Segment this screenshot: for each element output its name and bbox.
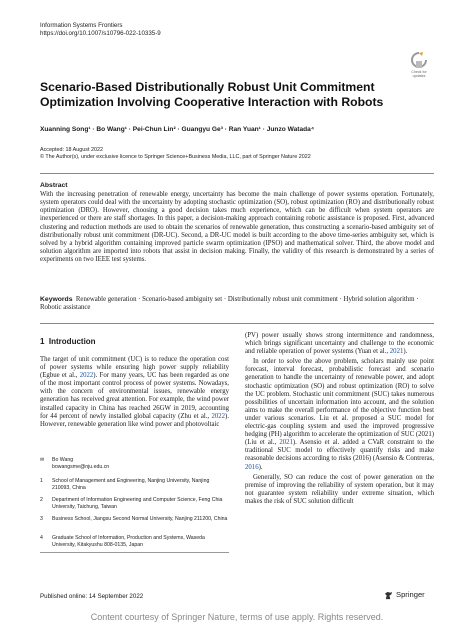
affiliation-key: 1 (40, 478, 43, 484)
keywords-text: Renewable generation · Scenario-based ambiguity set · Distributionally robust unit commitment · Hybrid solution algorithm · Robotic assistance (40, 296, 419, 312)
section-heading (40, 337, 96, 346)
corr-block (52, 457, 229, 470)
accepted-date: Accepted: 18 August 2022 (40, 147, 103, 153)
envelope-icon: ✉ (40, 457, 45, 463)
journal-header (40, 22, 161, 38)
citation-link[interactable]: 2021 (279, 439, 293, 447)
section-number: 1 (40, 337, 45, 346)
text-run: ). (258, 463, 263, 471)
affiliation-text: School of Management and Engineering, Nanjing University, Nanjing 210093, China (52, 478, 210, 491)
text-run: ). (403, 348, 408, 356)
publisher-name: Springer (396, 590, 425, 599)
springer-horse-icon (384, 591, 393, 600)
check-badge-line2: updates (412, 74, 426, 79)
intro-paragraph-2 (245, 358, 434, 471)
citation-link[interactable]: 2022 (211, 412, 226, 420)
check-for-updates-badge[interactable] (404, 52, 434, 78)
abstract-heading: Abstract (40, 182, 68, 189)
keywords-label: Keywords (40, 296, 73, 303)
divider-keywords (40, 323, 434, 324)
article-title (40, 80, 440, 110)
citation-link[interactable]: 2016 (245, 463, 259, 471)
abstract-text: With the increasing penetration of renewable energy, uncertainty has become the main challenge of power systems operation. Fortunately, system operators could deal with the uncertainty by adopting stochastic optimization (SO), robust optimization (RO) and distributionally robust optimization (DRO). However, choosing a good decision takes much experience, which can be difficult when system operators are inexperienced or there are staff shortages. In this paper, a decision-making approach containing robotic assistance is proposed. First, advanced clustering and reduction methods are used to obtain the scenarios of renewable generation, thus constructing a scenario-based ambiguity set of distributionally robust unit commitment (DR-UC). Second, a DR-UC model is built according to the above time-series ambiguity set, which is solved by a hybrid algorithm containing improved particle swarm optimization (IPSO) and mathematical solver. Third, the above model and solution algorithm are imported into robots that assist in decision making. Finally, the validity of this research is demonstrated by a series of experiments on two IEEE test systems. (40, 191, 434, 264)
right-column (245, 332, 434, 506)
text-run: The target of unit commitment (UC) is to reduce the operation cost of power systems while ensuring high power supply reliability (Egbue et al., (40, 356, 229, 380)
published-date: Published online: 14 September 2022 (40, 593, 144, 600)
intro-paragraph-3: Generally, SO can reduce the cost of power generation on the premise of improving the reliability of system operation, but it may not guarantee system reliability under extreme situation, which makes the risk of SUC solution difficult (245, 473, 434, 505)
article-dates (40, 147, 311, 161)
text-run: In order to solve the above problem, scholars mainly use point forecast, interval forecast, probabilistic forecast and scenario generation to handle the uncertainty of renewable power, and adopt stochastic optimization (SO) and robust optimization (RO) to solve the UC problem. Stochastic unit commitment (SUC) takes numerous possibilities of uncertain information into account, and the solution aims to make the overall performance of the objective function best under various scenarios. Liu et al. proposed a SUC model for electric-gas coupling system and used the improved progressive hedging (PH) algorithm to accelerate the optimization of SUC (2021) (Liu et al., (245, 358, 434, 447)
divider-top (40, 173, 434, 174)
check-badge-line1: Check for (411, 70, 427, 74)
text-run: ). However, renewable generation like wind power and photovoltaic (40, 412, 229, 428)
intro-paragraph-1 (40, 356, 229, 429)
footnote-divider (40, 552, 229, 553)
citation-link[interactable]: 2022 (79, 372, 94, 380)
journal-name: Information Systems Frontiers (40, 22, 123, 29)
title-line-2: Optimization Involving Cooperative Interaction with Robots (40, 95, 384, 109)
courtesy-footer: Content courtesy of Springer Nature, terms of use apply. Rights reserved. (90, 612, 384, 622)
check-for-updates-icon (411, 52, 427, 69)
citation-link[interactable]: 2021 (389, 348, 404, 356)
affiliation-text: Department of Information Engineering and Computer Science, Feng Chia University, Taichung, Taiwan (52, 497, 223, 510)
affiliation-text: Graduate School of Information, Production and Systems, Waseda University, Kitakyushu 808-0135, Japan (52, 535, 205, 548)
corr-email[interactable]: bowangsme@nju.edu.cn (52, 463, 110, 470)
affiliation-key: 3 (40, 516, 43, 522)
affiliation-key: 2 (40, 497, 43, 503)
text-run: (PV) power usually shows strong intermittence and randomness, which brings significant uncertainty and challenge to the economic and reliable operation of power systems (Yuan et al., (245, 332, 434, 356)
copyright-notice: © The Author(s), under exclusive licence to Springer Science+Business Media, LLC, part of Springer Nature 2022 (40, 154, 311, 160)
keywords (40, 296, 434, 312)
affiliation-key: 4 (40, 535, 43, 541)
text-run: ). Asensio et al. added a CVaR constraint to the traditional SUC model to effectively quantify risks and make reasonable decisions according to risks (2016) (Asensio & Contreras, (245, 439, 435, 463)
springer-logo (384, 590, 425, 600)
section-title: Introduction (48, 337, 96, 346)
intro-paragraph-continued (245, 332, 434, 356)
left-column (40, 356, 229, 429)
corr-name: Bo Wang (52, 457, 74, 463)
doi-link[interactable]: https://doi.org/10.1007/s10796-022-10335-9 (40, 30, 161, 37)
title-line-1: Scenario-Based Distributionally Robust Unit Commitment (40, 80, 375, 94)
affiliation-text: Business School, Jiangsu Second Normal University, Nanjing 211200, China (52, 516, 228, 522)
author-list: Xuanning Song¹ · Bo Wang¹ · Pei-Chun Lin² · Guangyu Ge³ · Ran Yuan¹ · Junzo Watada⁴ (40, 126, 315, 133)
text-run: ). For many years, UC has been regarded as one of the most important control process of power systems. Nowadays, with the concern of environmental issues, renewable energy generation has received great attention. For example, the wind power installed capacity in China has reached 26GW in 2019, accounting for 44 percent of newly installed global capacity (Zhu et al., (40, 372, 230, 420)
